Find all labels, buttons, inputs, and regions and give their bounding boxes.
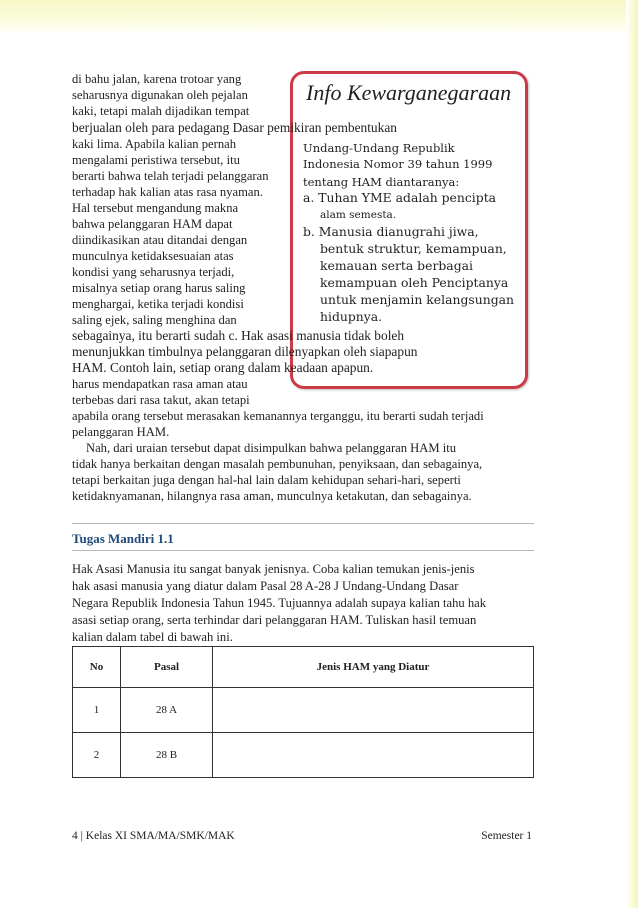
- body-line: kondisi yang seharusnya terjadi,: [72, 265, 235, 279]
- body-line: Nah, dari uraian tersebut dapat disimpulkan bahwa pelanggaran HAM itu: [86, 441, 457, 455]
- table-row: [73, 688, 534, 733]
- table-header-cell: Jenis HAM yang Diatur: [213, 647, 534, 688]
- info-box-title: Info Kewarganegaraan: [306, 80, 512, 105]
- table-cell-empty[interactable]: [213, 733, 534, 778]
- body-line: Hal tersebut mengandung makna: [72, 201, 239, 215]
- task-heading: Tugas Mandiri 1.1: [72, 531, 174, 546]
- info-line: kemauan serta berbagai: [320, 258, 473, 273]
- body-line: di bahu jalan, karena trotoar yang: [72, 72, 242, 86]
- body-line: seharusnya digunakan oleh pejalan: [72, 88, 248, 102]
- body-line: pelanggaran HAM.: [72, 425, 170, 439]
- ham-table: [72, 646, 534, 778]
- table-header-cell: Pasal: [121, 647, 213, 688]
- body-line: menunjukkan timbulnya pelanggaran dilenyapkan oleh siapapun: [72, 344, 418, 359]
- body-line: saling ejek, saling menghina dan: [72, 313, 237, 327]
- task-line: hak asasi manusia yang diatur dalam Pasal 28 A-28 J Undang-Undang Dasar: [72, 579, 459, 593]
- body-line: menghargai, ketika terjadi kondisi: [72, 297, 244, 311]
- body-line: misalnya setiap orang harus saling: [72, 281, 246, 295]
- info-line: a. Tuhan YME adalah pencipta: [303, 190, 497, 205]
- section-divider: [72, 550, 534, 551]
- section-divider: [72, 523, 534, 524]
- body-line: terhadap hak kalian atas rasa nyaman.: [72, 185, 263, 199]
- info-line: hidupnya.: [320, 309, 383, 324]
- table-cell: 1: [73, 688, 121, 733]
- body-line: harus mendapatkan rasa aman atau: [72, 377, 248, 391]
- body-line: ketidaknyamanan, hilangnya rasa aman, munculnya ketakutan, dan sebagainya.: [72, 489, 472, 503]
- table-row: [73, 733, 534, 778]
- body-line: kaki lima. Apabila kalian pernah: [72, 137, 237, 151]
- body-line: sebagainya, itu berarti sudah c. Hak asasi manusia tidak boleh: [72, 328, 405, 343]
- body-line: apabila orang tersebut merasakan kemanannya terganggu, itu berarti sudah terjadi: [72, 409, 484, 423]
- body-line: tetapi berkaitan juga dengan hal-hal lain dalam kehidupan sehari-hari, seperti: [72, 473, 461, 487]
- body-line: munculnya ketidaksesuaian atas: [72, 249, 234, 263]
- info-line: Indonesia Nomor 39 tahun 1999: [303, 157, 493, 171]
- info-line: kemampuan oleh Penciptanya: [320, 275, 509, 290]
- table-cell-empty[interactable]: [213, 688, 534, 733]
- table-cell: 2: [73, 733, 121, 778]
- footer-right: Semester 1: [481, 830, 532, 842]
- table-header-row: [73, 647, 534, 688]
- info-line: Undang-Undang Republik: [303, 141, 455, 155]
- body-line: mengalami peristiwa tersebut, itu: [72, 153, 240, 167]
- table-cell: 28 A: [121, 688, 213, 733]
- task-line: asasi setiap orang, serta terhindar dari pelanggaran HAM. Tuliskan hasil temuan: [72, 613, 477, 627]
- body-line: berjualan oleh para pedagang Dasar pemikiran pembentukan: [72, 120, 397, 135]
- task-line: Hak Asasi Manusia itu sangat banyak jenisnya. Coba kalian temukan jenis-jenis: [72, 562, 475, 576]
- info-line: alam semesta.: [320, 209, 397, 221]
- body-line: berarti bahwa telah terjadi pelanggaran: [72, 169, 269, 183]
- task-line: Negara Republik Indonesia Tahun 1945. Tujuannya adalah supaya kalian tahu hak: [72, 596, 487, 610]
- task-line: kalian dalam tabel di bawah ini.: [72, 630, 233, 644]
- table-cell: 28 B: [121, 733, 213, 778]
- right-color-band: [626, 0, 638, 908]
- info-line: untuk menjamin kelangsungan: [320, 292, 515, 307]
- info-line: bentuk struktur, kemampuan,: [320, 241, 507, 256]
- table-header-cell: No: [73, 647, 121, 688]
- body-line: diindikasikan atau ditandai dengan: [72, 233, 248, 247]
- body-line: bahwa pelanggaran HAM dapat: [72, 217, 233, 231]
- info-line: b. Manusia dianugrahi jiwa,: [303, 224, 479, 239]
- body-line: HAM. Contoh lain, setiap orang dalam keadaan apapun.: [72, 360, 374, 375]
- body-line: terbebas dari rasa takut, akan tetapi: [72, 393, 250, 407]
- info-line: tentang HAM diantaranya:: [303, 175, 460, 189]
- body-line: kaki, tetapi malah dijadikan tempat: [72, 104, 250, 118]
- body-line: tidak hanya berkaitan dengan masalah pembunuhan, penyiksaan, dan sebagainya,: [72, 457, 483, 471]
- footer-left: 4 | Kelas XI SMA/MA/SMK/MAK: [72, 830, 235, 842]
- top-color-band: [0, 0, 638, 34]
